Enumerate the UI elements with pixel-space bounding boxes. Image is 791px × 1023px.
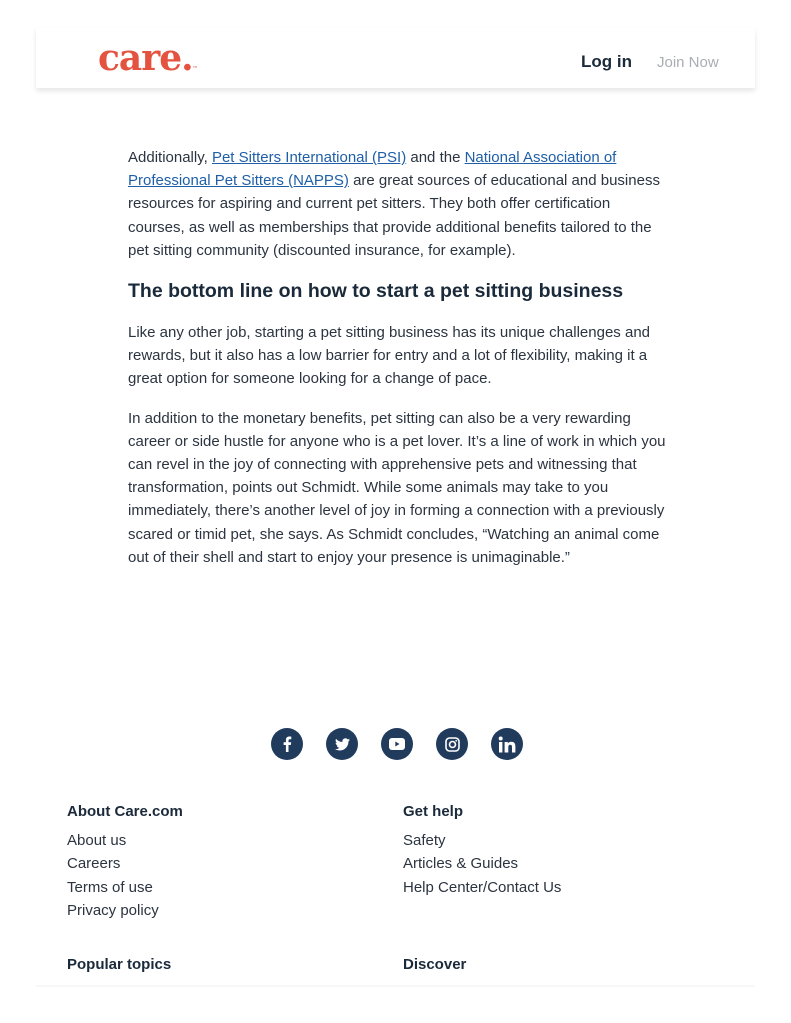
footer-link-safety[interactable]: Safety	[403, 832, 446, 849]
footer-link-terms[interactable]: Terms of use	[67, 878, 153, 896]
instagram-link[interactable]	[436, 728, 468, 760]
article-paragraph-resources	[128, 146, 668, 262]
footer-link-about-us[interactable]: About us	[67, 832, 127, 849]
linkedin-link[interactable]	[491, 728, 523, 760]
text: and the	[406, 149, 465, 166]
youtube-icon	[389, 738, 405, 750]
napps-link[interactable]: National Association of Professional Pet Sitters (NAPPS)	[128, 149, 617, 190]
text: are great sources of educational and business resources for aspiring and current pet sitters. They both offer certification courses, as well as memberships that provide additional benefits tailored to the pet sitting community (discounted insurance, for example).	[128, 172, 660, 259]
footer-help-title: Get help	[403, 803, 464, 820]
footer-popular-section	[67, 955, 171, 982]
footer-link-help-center[interactable]: Help Center/Contact Us	[403, 878, 562, 896]
twitter-link[interactable]	[326, 728, 358, 760]
linkedin-icon	[498, 736, 516, 753]
logo-text: care.	[98, 37, 193, 79]
article-body	[128, 146, 668, 585]
site-header	[36, 28, 755, 88]
footer-link-careers[interactable]: Careers	[67, 855, 121, 873]
footer-link-privacy[interactable]: Privacy policy	[67, 901, 159, 919]
logo-trademark: ™	[192, 66, 198, 72]
care-logo[interactable]	[98, 37, 198, 79]
page-bottom-edge	[36, 985, 755, 987]
text: Additionally,	[128, 149, 212, 166]
footer-about-title: About Care.com	[67, 803, 183, 820]
psi-link[interactable]: Pet Sitters International (PSI)	[211, 149, 407, 166]
login-link[interactable]: Log in	[581, 52, 632, 71]
facebook-icon	[282, 736, 292, 752]
youtube-link[interactable]	[381, 728, 413, 760]
facebook-link[interactable]	[271, 728, 303, 760]
section-heading: The bottom line on how to start a pet sitting business	[128, 280, 624, 303]
article-paragraph-rewards: In addition to the monetary benefits, pet sitting can also be a very rewarding career or side hustle for anyone who is a pet lover. It’s a line of work in which you can revel in the joy of connecting with apprehensive pets and witnessing that transformation, points out Schmidt. While some animals may take to you immediately, there’s another level of joy in forming a connection with a previously scared or timid pet, she says. As Schmidt concludes, “Watching an animal come out of their shell and start to enjoy your presence is unimaginable.”	[128, 409, 666, 566]
twitter-icon	[335, 738, 350, 751]
footer-discover-title: Discover	[403, 956, 467, 973]
footer-popular-title: Popular topics	[67, 956, 172, 973]
footer-discover-section	[403, 955, 466, 982]
footer-link-articles-guides[interactable]: Articles & Guides	[403, 855, 519, 873]
footer-help-section	[403, 802, 561, 899]
article-paragraph-summary: Like any other job, starting a pet sitting business has its unique challenges and rewards, but it also has a low barrier for entry and a lot of flexibility, making it a great option for someone looking for a change of pace.	[128, 324, 650, 388]
social-links	[271, 728, 523, 760]
join-now-link[interactable]: Join Now	[657, 54, 719, 71]
instagram-icon	[445, 737, 460, 752]
footer-about-section	[67, 802, 183, 922]
